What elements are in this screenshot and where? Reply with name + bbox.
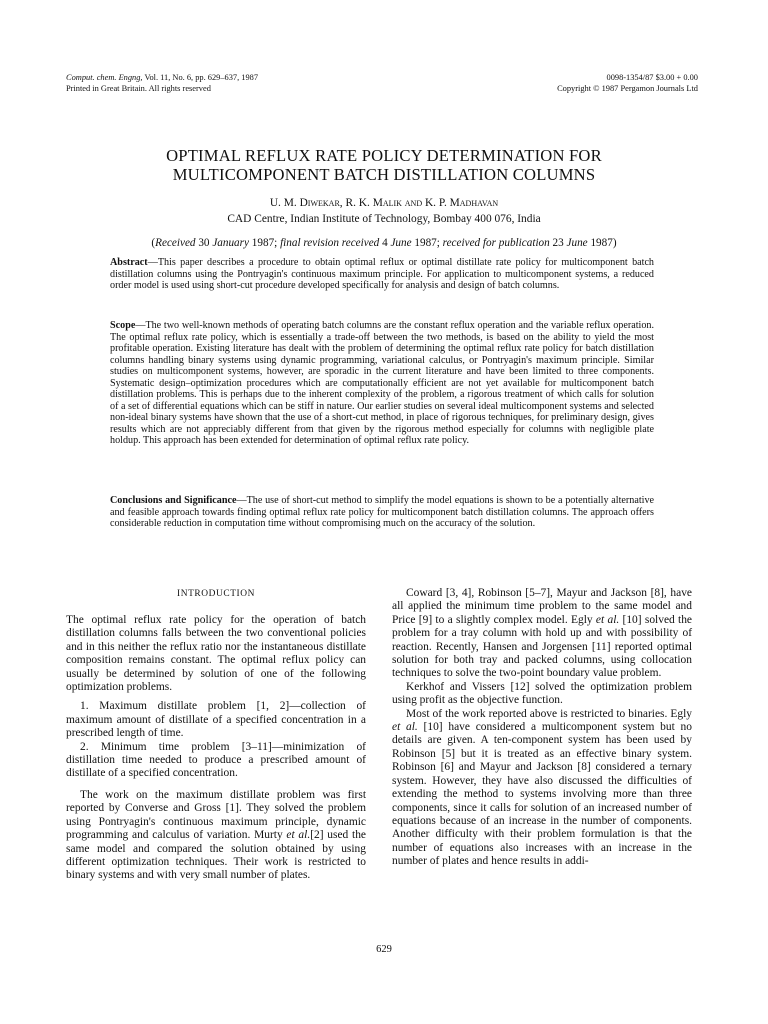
revision-label: final revision received [280, 237, 380, 249]
right-paragraph-2: Kerkhof and Vissers [12] solved the optimization problem using profit as the objective function. [392, 680, 692, 707]
volume-info: Vol. 11, No. 6, pp. 629–637, 1987 [142, 73, 259, 82]
author-list: U. M. Diwekar, R. K. Malik and K. P. Madhavan [269, 197, 499, 209]
received-dates: (Received 30 January 1987; final revision received 4 June 1987; received for publication 23 June 1987) [151, 237, 617, 249]
journal-name: Comput. chem. Engng, [66, 73, 143, 82]
publication-label: received for publication [442, 237, 550, 249]
body-column-left [66, 588, 366, 883]
abstract-label: Abstract [110, 257, 148, 268]
received-day: 30 [195, 237, 213, 249]
right-paragraph-1-end: [10] solved the problem for a tray column with hold up and with possibility of reaction. Recently, Hansen and Jorgensen [11] reported optimal solution for both tray and packed columns, using collocation techniques to solve the two-point boundary value problem. [392, 613, 693, 680]
paper-title [60, 146, 708, 184]
revision-year: 1987; [411, 237, 443, 249]
publication-day: 23 [549, 237, 567, 249]
intro-list-item-1: 1. Maximum distillate problem [1, 2]—collection of maximum amount of distillate of a specified concentration in a prescribed length of time. [66, 700, 366, 740]
right-paragraph-3 [392, 708, 692, 869]
abstract-text: —This paper describes a procedure to obtain optimal reflux or optimal distillate rate policy for multicomponent batch distillation columns using the Pontryagin's continuous maximum principle. For application to multicomponent systems, a reduced order model is used using short-cut procedure developed specifically for analysis and design of batch columns. [110, 257, 654, 292]
copyright-line: Copyright © 1987 Pergamon Journals Ltd [557, 84, 698, 93]
affiliation: CAD Centre, Indian Institute of Technology, Bombay 400 076, India [227, 213, 541, 225]
intro-list-item-2: 2. Minimum time problem [3–11]—minimization of distillation time needed to produce a prescribed amount of distillate of a specified concentration. [66, 740, 366, 780]
received-month: January [212, 237, 249, 249]
introduction-heading: INTRODUCTION [176, 589, 256, 599]
et-al: et al. [392, 721, 418, 734]
copyright-block [557, 72, 698, 94]
abstract [110, 257, 654, 292]
publication-year: 1987 [587, 237, 613, 249]
revision-day: 4 [379, 237, 391, 249]
title-line-2: MULTICOMPONENT BATCH DISTILLATION COLUMNS [172, 165, 596, 184]
revision-month: June [390, 237, 412, 249]
intro-paragraph-1: The optimal reflux rate policy for the operation of batch distillation columns falls between the two conventional policies and in this neither the reflux ratio nor the instantaneous distillate composition remains constant. The optimal reflux policy can usually be determined by solution of one of the following optimization problems. [66, 614, 366, 694]
intro-paragraph-2-start: The work on the maximum distillate problem was first reported by Converse and Gross [1]. They solved the problem using Pontryagin's continuous maximum principle, dynamic programming and calculus of variation. Murty [66, 788, 366, 842]
printed-note: Printed in Great Britain. All rights reserved [66, 84, 211, 93]
body-column-right [392, 587, 692, 869]
conclusions-label: Conclusions and Significance [110, 495, 237, 506]
right-paragraph-1 [392, 587, 692, 681]
intro-paragraph-2 [66, 789, 366, 883]
scope-label: Scope [110, 320, 136, 331]
et-al: et al. [286, 829, 311, 842]
conclusions-text: —The use of short-cut method to simplify the model equations is shown to be a potentially alternative and feasible approach towards finding optimal reflux rate policy for multicomponent batch distillation columns. The approach offers considerable reduction in computation time without compromising much on the accuracy of the solution. [110, 495, 654, 530]
right-paragraph-1-start: Coward [3, 4], Robinson [5–7], Mayur and Jackson [8], have all applied the minimum time problem to the same model and Price [9] to a slightly complex model. Egly [392, 587, 692, 626]
right-paragraph-3-end: [10] have considered a multicomponent system but no details are given. A ten-component system has been used by Robinson [5] but it is treated as an effective binary system. Robinson [6] and Mayur and Jackson [8] considered a ternary system. However, they have also discussed the difficulties of extending the method to systems involving more than three components, since it calls for solution of an increased number of equations because of an increase in the number of components. Another difficulty with their problem formulation is that the number of equations also increases with an increase in the number of plates and hence results in addi- [392, 721, 692, 868]
journal-citation [66, 72, 258, 94]
intro-paragraph-2-end: [2] used the same model and compared the solution obtained by using different optimization techniques. Their work is restricted to binary systems and with very small number of plates. [66, 829, 366, 882]
received-label: Received [155, 237, 196, 249]
received-year: 1987; [248, 237, 281, 249]
issn-price: 0098-1354/87 $3.00 + 0.00 [606, 73, 698, 82]
right-paragraph-3-start: Most of the work reported above is restricted to binaries. Egly [406, 707, 692, 720]
scope-section [110, 320, 654, 447]
conclusions-section [110, 495, 654, 530]
et-al: et al. [595, 613, 620, 626]
page-number: 629 [376, 944, 392, 955]
scope-text: —The two well-known methods of operating batch columns are the constant reflux operation and the variable reflux operation. The optimal reflux rate policy, which is essentially a trade-off between the two methods, is based on the ability to yield the most profitable operation. Existing literature has dealt with the problem of determining the optimal reflux rate policy for batch distillation columns handling binary systems using dynamic programming, variational calculus, or Pontryagin's maximum principle. Similar studies on multicomponent systems, however, are sporadic in the current literature and have been limited to three components. Systematic design–optimization procedures which are computationally efficient are not yet available for multicomponent batch distillation problems. This is perhaps due to the inherent complexity of the problem, a rigorous treatment of which calls for solution of a set of differential equations which can be stiff in nature. Our earlier studies on several ideal multicomponent systems and selected non-ideal binary systems have shown that the use of a short-cut method, in place of rigorous techniques, for preliminary design, gives results which are not appreciably different from that given by the rigorous method especially for columns with negligible plate holdup. This approach has been extended for determination of optimal reflux rate policy. [110, 320, 654, 447]
title-line-1: OPTIMAL REFLUX RATE POLICY DETERMINATION FOR [166, 146, 602, 165]
publication-month: June [566, 237, 588, 249]
